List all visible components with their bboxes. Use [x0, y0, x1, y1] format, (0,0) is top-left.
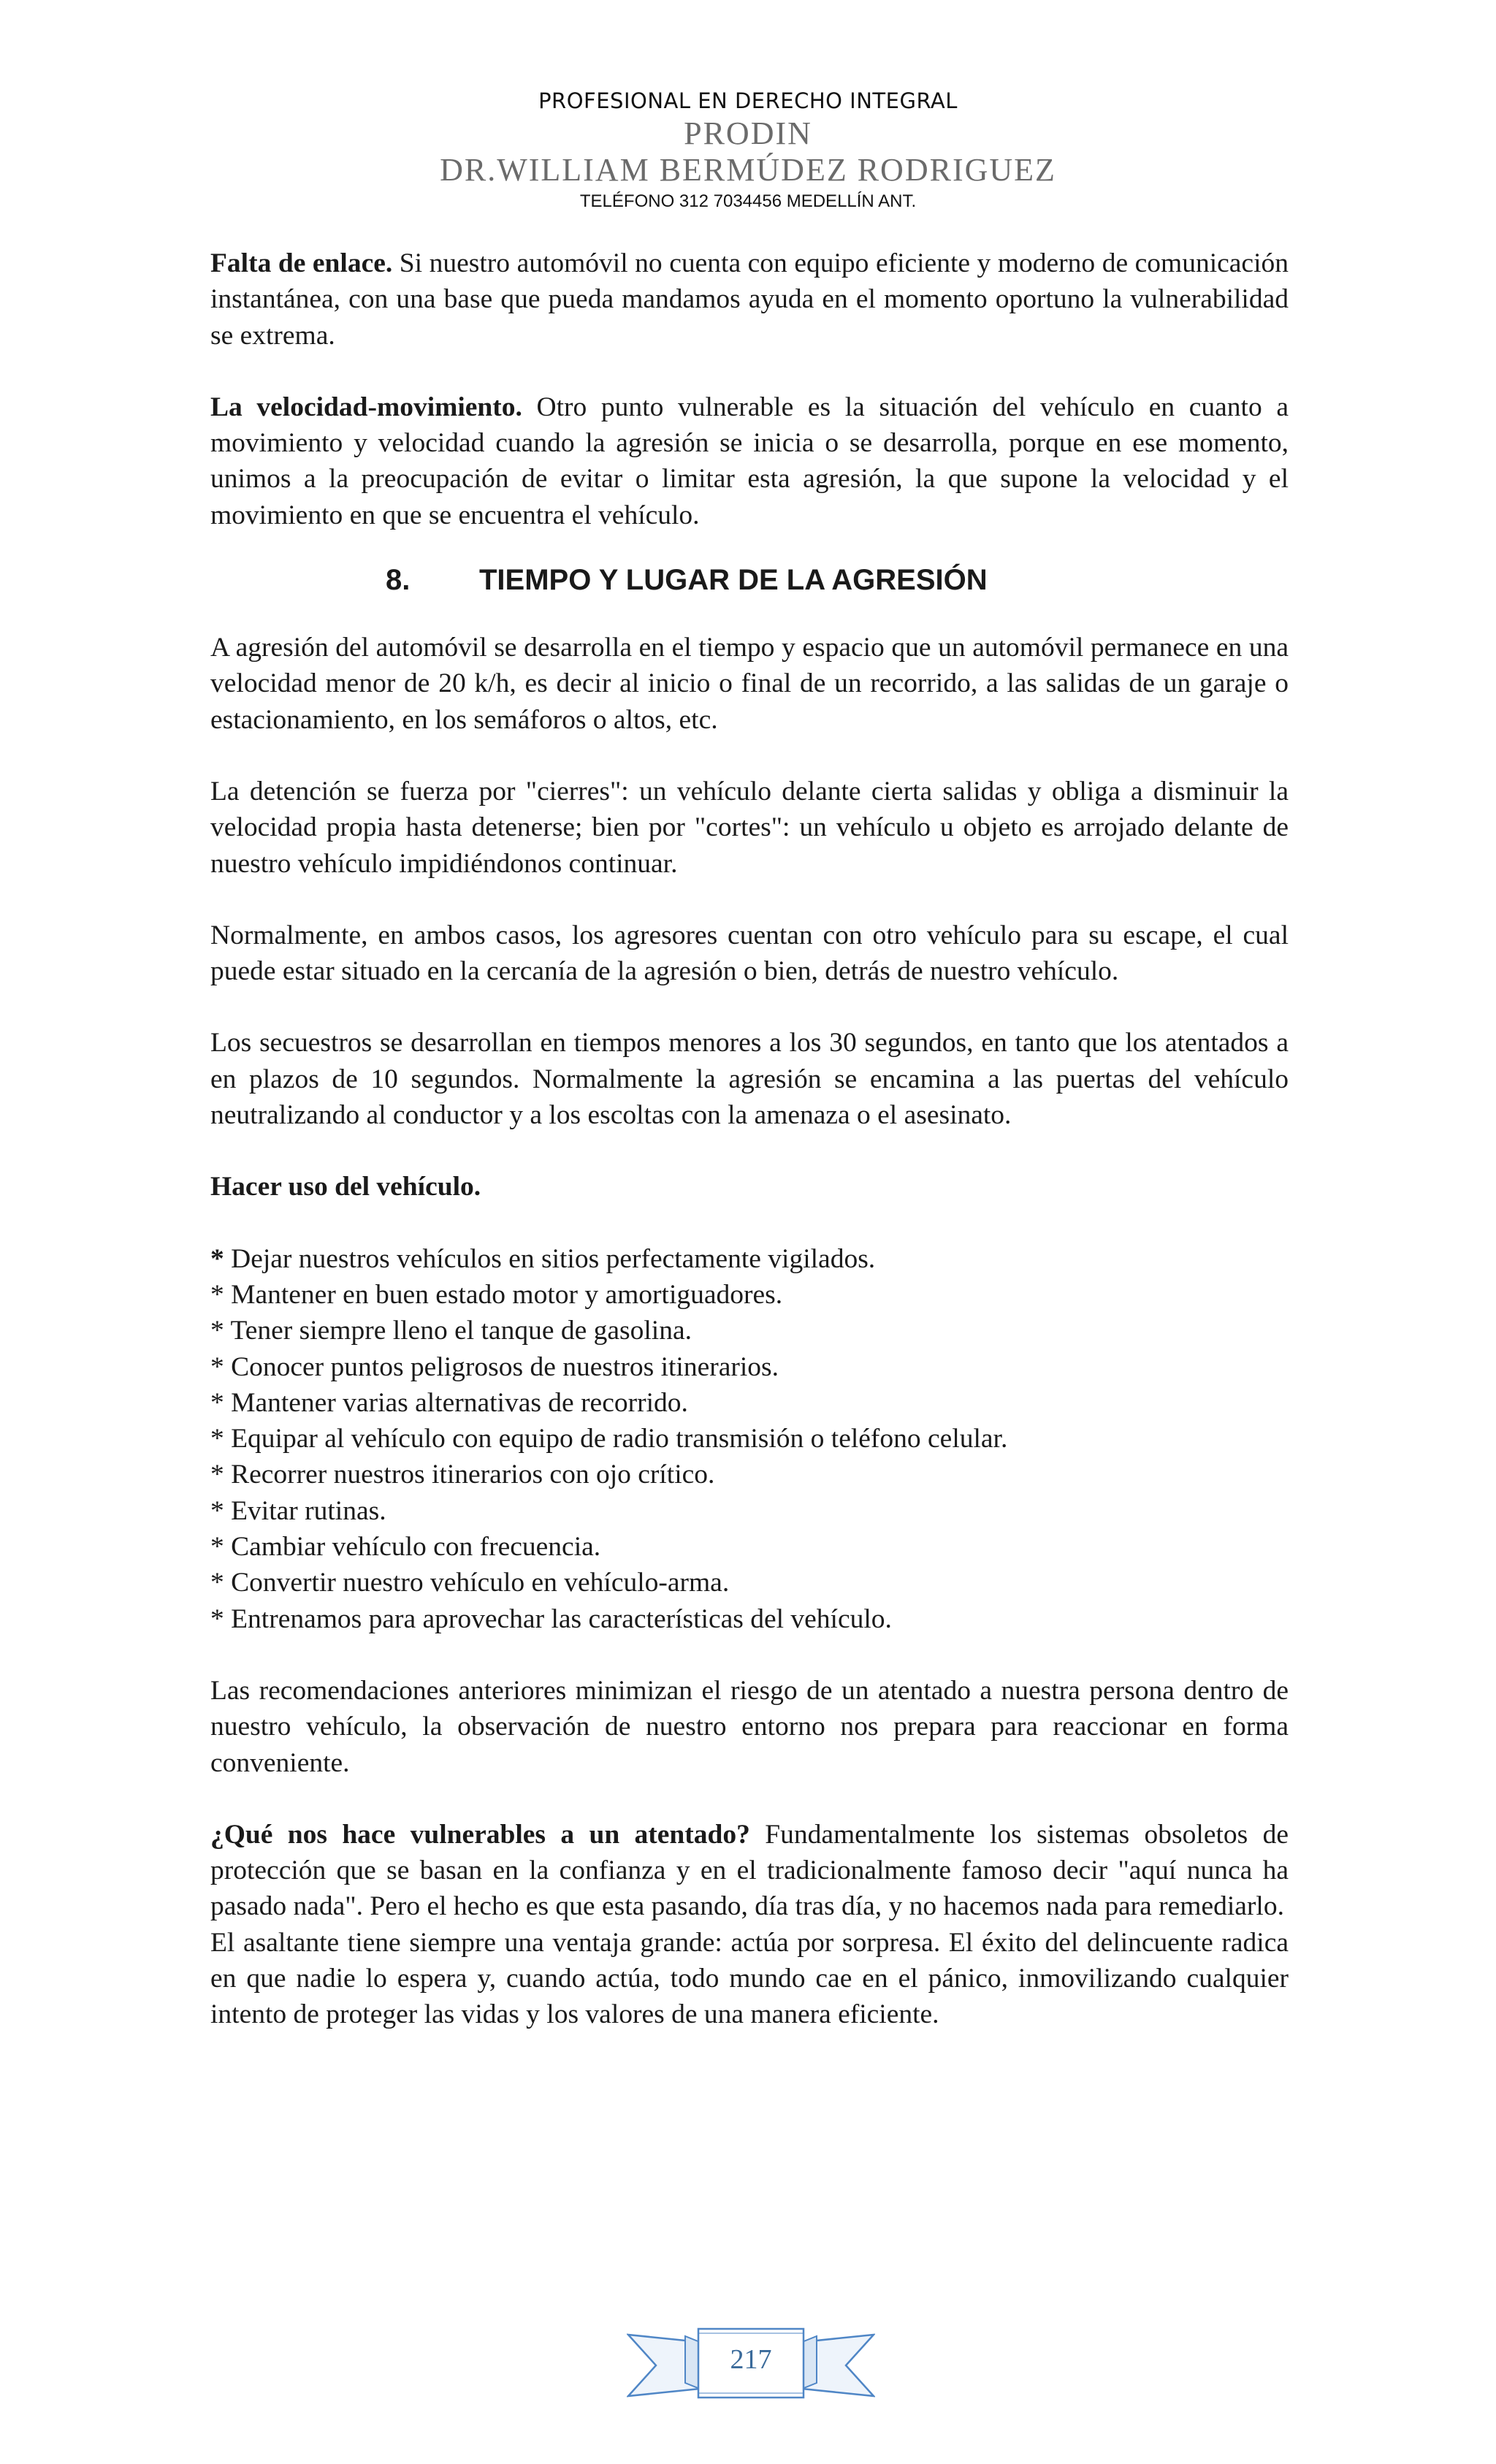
bullet-star: *	[210, 1316, 224, 1346]
bullet-star: *	[210, 1495, 224, 1526]
list-item-text: Evitar rutinas.	[224, 1495, 386, 1526]
list-item-text: Dejar nuestros vehículos en sitios perfectamente vigilados.	[224, 1243, 876, 1274]
paragraph-text: Fundamentalmente los sistemas obsoletos de protección que se basan en la confianza y en el tradicionalmente famoso decir "aquí nunca ha pasado nada". Pero el hecho es que esta pasando, día tras día, y no hacemos nada para remediarlo.	[210, 1819, 1289, 1922]
section-heading	[210, 558, 1289, 602]
bullet-star: *	[210, 1351, 224, 1382]
list-item	[210, 1601, 1289, 1637]
bullet-star: *	[210, 1387, 224, 1418]
bullet-star: *	[210, 1568, 224, 1598]
list-item	[210, 1349, 1289, 1385]
paragraph-lead: ¿Qué nos hace vulnerables a un atentado?	[210, 1819, 750, 1850]
list-item	[210, 1529, 1289, 1565]
paragraph: Normalmente, en ambos casos, los agresores cuentan con otro vehículo para su escape, el cual puede estar situado en la cercanía de la agresión o bien, detrás de nuestro vehículo.	[210, 920, 1289, 987]
page-header	[0, 86, 1496, 215]
list-item-text: Recorrer nuestros itinerarios con ojo crítico.	[224, 1460, 715, 1490]
list-item	[210, 1565, 1289, 1601]
header-firm-name: PRODIN	[684, 115, 812, 151]
recommendations-list	[210, 1241, 1289, 1637]
paragraph-falta-de-enlace	[210, 245, 1289, 354]
list-item	[210, 1277, 1289, 1313]
paragraph: El asaltante tiene siempre una ventaja grande: actúa por sorpresa. El éxito del delincuente radica en que nadie lo espera y, cuando actúa, todo mundo cae en el pánico, inmovilizando cualquier intento de proteger las vidas y los valores de una manera eficiente.	[210, 1927, 1289, 2030]
page-number-ribbon	[627, 2322, 875, 2409]
bullet-star: *	[210, 1532, 224, 1563]
paragraph-lead: Falta de enlace.	[210, 248, 393, 278]
paragraph-text: Si nuestro automóvil no cuenta con equipo eficiente y moderno de comunicación instantánea, con una base que pueda mandamos ayuda en el momento oportuno la vulnerabilidad se extrema.	[210, 248, 1289, 351]
paragraph: La detención se fuerza por "cierres": un vehículo delante cierta salidas y obliga a disminuir la velocidad propia hasta detenerse; bien por "cortes": un vehículo u objeto es arrojado delante de nuestro vehículo impidiéndonos continuar.	[210, 776, 1289, 879]
paragraph-velocidad-movimiento	[210, 389, 1289, 533]
bullet-star: *	[210, 1279, 224, 1310]
paragraph-text: Otro punto vulnerable es la situación del vehículo en cuanto a movimiento y velocidad cuando la agresión se inicia o se desarrolla, porque en ese momento, unimos a la preocupación de evitar o limitar esta agresión, la que supone la velocidad y el movimiento en que se encuentra el vehículo.	[210, 392, 1289, 530]
bullet-star: *	[210, 1243, 224, 1274]
list-item-text: Tener siempre lleno el tanque de gasolina.	[224, 1316, 692, 1346]
list-item-text: Convertir nuestro vehículo en vehículo-arma.	[224, 1568, 730, 1598]
list-item	[210, 1493, 1289, 1529]
page-body	[210, 245, 1289, 2033]
subheading-text: Hacer uso del vehículo.	[210, 1172, 481, 1202]
paragraph-vulnerabilidad	[210, 1817, 1289, 1925]
paragraph: Las recomendaciones anteriores minimizan el riesgo de un atentado a nuestra persona dentro de nuestro vehículo, la observación de nuestro entorno nos prepara para reaccionar en forma conveniente.	[210, 1675, 1289, 1778]
list-item-text: Cambiar vehículo con frecuencia.	[224, 1532, 601, 1563]
header-author: DR.WILLIAM BERMÚDEZ RODRIGUEZ	[440, 152, 1056, 188]
list-item-text: Conocer puntos peligrosos de nuestros itinerarios.	[224, 1351, 779, 1382]
list-item-text: Equipar al vehículo con equipo de radio transmisión o teléfono celular.	[224, 1424, 1008, 1454]
page-number: 217	[730, 2344, 772, 2375]
list-item-text: Mantener en buen estado motor y amortiguadores.	[224, 1279, 783, 1310]
section-number: 8.	[386, 564, 411, 597]
list-item	[210, 1313, 1289, 1349]
list-item	[210, 1385, 1289, 1421]
header-profession: PROFESIONAL EN DERECHO INTEGRAL	[538, 88, 958, 113]
list-item	[210, 1421, 1289, 1457]
subheading	[210, 1169, 1289, 1205]
list-item-text: Entrenamos para aprovechar las características del vehículo.	[224, 1603, 892, 1634]
list-item-text: Mantener varias alternativas de recorrido.	[224, 1387, 688, 1418]
section-title: TIEMPO Y LUGAR DE LA AGRESIÓN	[479, 564, 988, 597]
bullet-star: *	[210, 1424, 224, 1454]
paragraph-lead: La velocidad-movimiento.	[210, 392, 522, 422]
list-item	[210, 1457, 1289, 1492]
bullet-star: *	[210, 1603, 224, 1634]
paragraph: Los secuestros se desarrollan en tiempos menores a los 30 segundos, en tanto que los atentados a en plazos de 10 segundos. Normalmente la agresión se encamina a las puertas del vehículo neutralizando al conductor y a los escoltas con la amenaza o el asesinato.	[210, 1028, 1289, 1131]
bullet-star: *	[210, 1460, 224, 1490]
paragraph: A agresión del automóvil se desarrolla en el tiempo y espacio que un automóvil permanece en una velocidad menor de 20 k/h, es decir al inicio o final de un recorrido, a las salidas de un garaje o estacionamiento, en los semáforos o altos, etc.	[210, 633, 1289, 735]
list-item	[210, 1241, 1289, 1277]
header-contact: TELÉFONO 312 7034456 MEDELLÍN ANT.	[579, 191, 917, 211]
